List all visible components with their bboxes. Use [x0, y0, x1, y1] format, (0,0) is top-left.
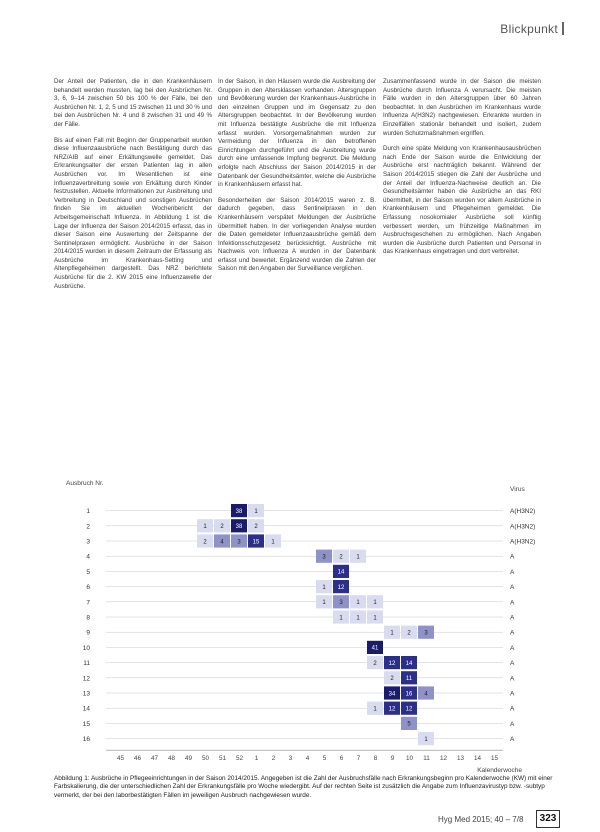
virus-label: A	[510, 705, 515, 713]
virus-label: A	[510, 584, 515, 592]
x-tick-label: 46	[133, 755, 142, 763]
cell-value-label: 1	[356, 615, 360, 622]
row-label: 7	[86, 599, 90, 607]
text-column-3	[383, 78, 541, 264]
cell-value-label: 1	[271, 539, 275, 546]
row-label: 2	[86, 523, 90, 531]
cell-value-label: 14	[405, 660, 413, 667]
cell-value-label: 11	[405, 676, 413, 683]
row-label: 9	[86, 629, 90, 637]
page-number: 323	[536, 810, 560, 828]
cell-value-label: 2	[407, 630, 411, 637]
text-column-1	[54, 78, 212, 298]
virus-label: A	[510, 553, 515, 561]
row-label: 14	[82, 705, 90, 713]
y-axis-label: Ausbruch Nr.	[66, 480, 104, 487]
heatmap-chart	[52, 475, 562, 775]
x-tick-label: 11	[423, 755, 430, 763]
section-header	[500, 22, 564, 36]
virus-label: A	[510, 660, 515, 668]
cell-value-label: 2	[254, 524, 258, 531]
paragraph: Der Anteil der Patienten, die in den Krankenhäusern behandelt werden mussten, lag bei den Ausbrüchen Nr. 3, 6, 9–14 zwischen 50 bis 100 % der Fälle, bei den Ausbrüchen Nr. 1, 2, 5 und 15 zwischen 11 und 30 % und bei den Ausbrüchen Nr. 4 und 8 zwischen 31 und 49 % der Fälle.	[54, 78, 212, 128]
cell-value-label: 1	[356, 554, 360, 561]
cell-value-label: 1	[373, 600, 377, 607]
cell-value-label: 1	[356, 600, 360, 607]
cell-value-label: 34	[388, 691, 396, 698]
virus-label: A	[510, 720, 515, 728]
paragraph: Besonderheiten der Saison 2014/2015 waren z. B. dadurch gegeben, dass Sentinelpraxen in den Krankenhäusern verspätet Meldungen der Ausbrüche übermittelt haben. In der vorliegenden Analyse wurden die Daten gemeldeter Influenzaausbrüche gemäß dem Infektionsschutzgesetz berücksichtigt. Ausbrüche mit Nachweis von Influenza A wurden in der Datenbank erfasst und bewertet. Ergänzend wurden die Zahlen der Saison mit den Angaben der Surveillance verglichen.	[218, 196, 376, 273]
cell-value-label: 5	[407, 721, 411, 728]
journal-citation: Hyg Med 2015; 40 – 7/8	[438, 815, 524, 824]
cell-value-label: 16	[405, 691, 413, 698]
cell-value-label: 1	[322, 584, 326, 591]
x-axis-label: Kalenderwoche	[477, 767, 522, 775]
cell-value-label: 1	[373, 615, 377, 622]
x-tick-label: 7	[356, 755, 361, 763]
x-tick-label: 3	[288, 755, 293, 763]
header-divider	[562, 22, 564, 35]
cell-value-label: 38	[235, 508, 243, 515]
cell-value-label: 12	[388, 660, 396, 667]
cell-value-label: 15	[252, 539, 260, 546]
x-tick-label: 9	[390, 755, 395, 763]
x-tick-label: 45	[116, 755, 125, 763]
cell-value-label: 38	[235, 524, 243, 531]
cell-value-label: 1	[390, 630, 394, 637]
row-label: 4	[86, 553, 90, 561]
virus-label: A(H3N2)	[510, 508, 536, 516]
row-label: 8	[86, 614, 90, 622]
x-tick-label: 14	[473, 755, 482, 763]
row-label: 13	[82, 690, 90, 698]
row-label: 3	[86, 538, 90, 546]
cell-value-label: 3	[339, 600, 343, 607]
section-title: Blickpunkt	[500, 22, 558, 36]
cell-value-label: 3	[424, 630, 428, 637]
x-tick-label: 49	[184, 755, 193, 763]
x-tick-label: 15	[490, 755, 499, 763]
cell-value-label: 2	[203, 539, 207, 546]
x-tick-label: 2	[271, 755, 276, 763]
x-tick-label: 52	[235, 755, 244, 763]
x-tick-label: 50	[201, 755, 210, 763]
cell-value-label: 1	[373, 706, 377, 713]
row-label: 6	[86, 584, 90, 592]
virus-label: A	[510, 644, 515, 652]
x-tick-label: 51	[218, 755, 227, 763]
cell-value-label: 3	[322, 554, 326, 561]
paragraph: In der Saison, in den Häusern wurde die Ausbreitung der Gruppen in den Altersklassen vorhanden. Altersgruppen und Bevölkerung wurden der Krankenhaus-Ausbrüche in den einzelnen Gruppen und im Gegensatz zu den Altersgruppen beobachtet. In der Bevölkerung wurden mit Influenza bestätigte Ausbrüche die mit Influenza erfasst wurden. Vorsorgemaßnahmen wurden zur Vermeidung der Influenza in den betroffenen Einrichtungen durchgeführt und die Ausbreitung wurde durch eine umfassende Impfung begrenzt. Die Meldung erfolgte nach Abschluss der Saison 2014/2015 in der Datenbank der Gesundheitsämter, welche die Ausbrüche in Krankenhäusern erfasst hat.	[218, 78, 376, 189]
row-label: 15	[82, 720, 90, 728]
cell-value-label: 4	[424, 691, 428, 698]
paragraph: Zusammenfassend wurde in der Saison die meisten Ausbrüche durch Influenza A verursacht. Die meisten Fälle wurden in den Altersgruppen über 60 Jahren beobachtet. In den Ausbrüchen im Krankenhaus wurde Influenza A(H3N2) nachgewiesen. Erkrankte wurden in Einzelfällen stationär behandelt und isoliert, zudem wurden Schutzmaßnahmen ergriffen.	[383, 78, 541, 137]
paragraph: Bis auf einen Fall mit Beginn der Gruppenarbeit wurden diese Influenzaausbrüche nach Bestätigung durch das NRZ/AIB auf einer Erkältungswelle gemeldet. Das Erkrankungsalter der ersten Patienten lag in allen Ausbrüchen vor. Im Wesentlichen ist eine Influenzaverbreitung sowie von Erkältung durch Kinder festzustellen. Aktuelle Informationen zur Ausbreitung und Verbreitung in Deutschland und sonstigen Ausbrüchen finden Sie im aktuellen Wochenbericht der Arbeitsgemeinschaft Influenza. In Abbildung 1 ist die Lage der Influenza der Saison 2014/2015 erfasst, das in dieser Saison eine Auswertung der Zeitspanne der Sentinelpraxen ermöglicht. Ausbrüche in der Saison 2014/2015 wurden in diesem Zeitraum der Erfassung als Ausbrüche im Krankenhaus-Setting und Altenpflegeheimen dargestellt. Das NRZ berichtete Ausbrüche für die 2. KW 2015 eine Influenzawelle der Ausbrüche.	[54, 136, 212, 290]
row-label: 5	[86, 568, 90, 576]
text-column-2	[218, 78, 376, 281]
paragraph: Durch eine späte Meldung von Krankenhausausbrüchen nach Ende der Saison wurde die Entwicklung der Ausbrüche erst nachträglich bekannt. Während der Saison 2014/2015 stiegen die Zahl der Ausbrüche und der Anteil der Influenza-Nachweise deutlich an. Die Gesundheitsämter haben die Ausbrüche an das RKI übermittelt, in der Saison wurden vor allem Ausbrüche in Krankenhäusern und Pflegeheimen gemeldet. Die Erfassung nosokomialer Ausbrüche soll künftig verbessert werden, um frühzeitige Maßnahmen im Ausbruchsgeschehen zu ermöglichen. Nach Angaben wurden die Ausbrüche durch Patienten und Personal in das Krankenhaus eingetragen und dort verbreitet.	[383, 145, 541, 256]
virus-label: A	[510, 675, 515, 683]
cell-value-label: 41	[371, 645, 379, 652]
virus-label: A	[510, 736, 515, 744]
cell-value-label: 14	[337, 569, 345, 576]
cell-value-label: 1	[322, 600, 326, 607]
cell-value-label: 1	[424, 736, 428, 743]
x-tick-label: 48	[167, 755, 176, 763]
virus-label: A(H3N2)	[510, 523, 536, 531]
virus-label: A	[510, 568, 515, 576]
x-tick-label: 10	[405, 755, 414, 763]
cell-value-label: 2	[390, 676, 394, 683]
virus-column-label: Virus	[510, 486, 525, 493]
cell-value-label: 1	[254, 508, 258, 515]
virus-label: A(H3N2)	[510, 538, 536, 546]
outbreak-heatmap-figure	[52, 475, 562, 775]
virus-label: A	[510, 690, 515, 698]
cell-value-label: 2	[339, 554, 343, 561]
x-tick-label: 4	[305, 755, 310, 763]
x-tick-label: 6	[339, 755, 344, 763]
x-tick-label: 12	[439, 755, 448, 763]
cell-value-label: 4	[220, 539, 224, 546]
row-label: 16	[82, 736, 90, 744]
cell-value-label: 2	[220, 524, 224, 531]
cell-value-label: 1	[203, 524, 207, 531]
x-tick-label: 13	[456, 755, 465, 763]
row-label: 10	[82, 644, 90, 652]
cell-value-label: 12	[337, 584, 345, 591]
x-tick-label: 5	[322, 755, 327, 763]
cell-value-label: 12	[405, 706, 413, 713]
figure-caption: Abbildung 1: Ausbrüche in Pflegeeinrichtungen in der Saison 2014/2015. Angegeben ist die Zahl der Ausbruchsfälle nach Erkrankungsbeginn pro Kalenderwoche (KW) mit einer Farbskalierung, die der unterschiedlichen Zahl der Erkrankungsfälle pro Woche wiedergibt. Auf der rechten Seite ist zusätzlich die Angabe zum Influenzavirustyp bzw. -subtyp vermerkt, der bei den laborbestätigten Fällen im jeweiligen Ausbruch nachgewiesen wurde.	[54, 775, 553, 799]
virus-label: A	[510, 599, 515, 607]
cell-value-label: 3	[237, 539, 241, 546]
x-tick-label: 47	[150, 755, 159, 763]
x-tick-label: 1	[254, 755, 259, 763]
virus-label: A	[510, 614, 515, 622]
x-tick-label: 8	[373, 755, 378, 763]
row-label: 1	[86, 508, 90, 516]
virus-label: A	[510, 629, 515, 637]
cell-value-label: 1	[339, 615, 343, 622]
cell-value-label: 2	[373, 660, 377, 667]
row-label: 12	[82, 675, 90, 683]
row-label: 11	[83, 660, 90, 668]
cell-value-label: 12	[388, 706, 396, 713]
